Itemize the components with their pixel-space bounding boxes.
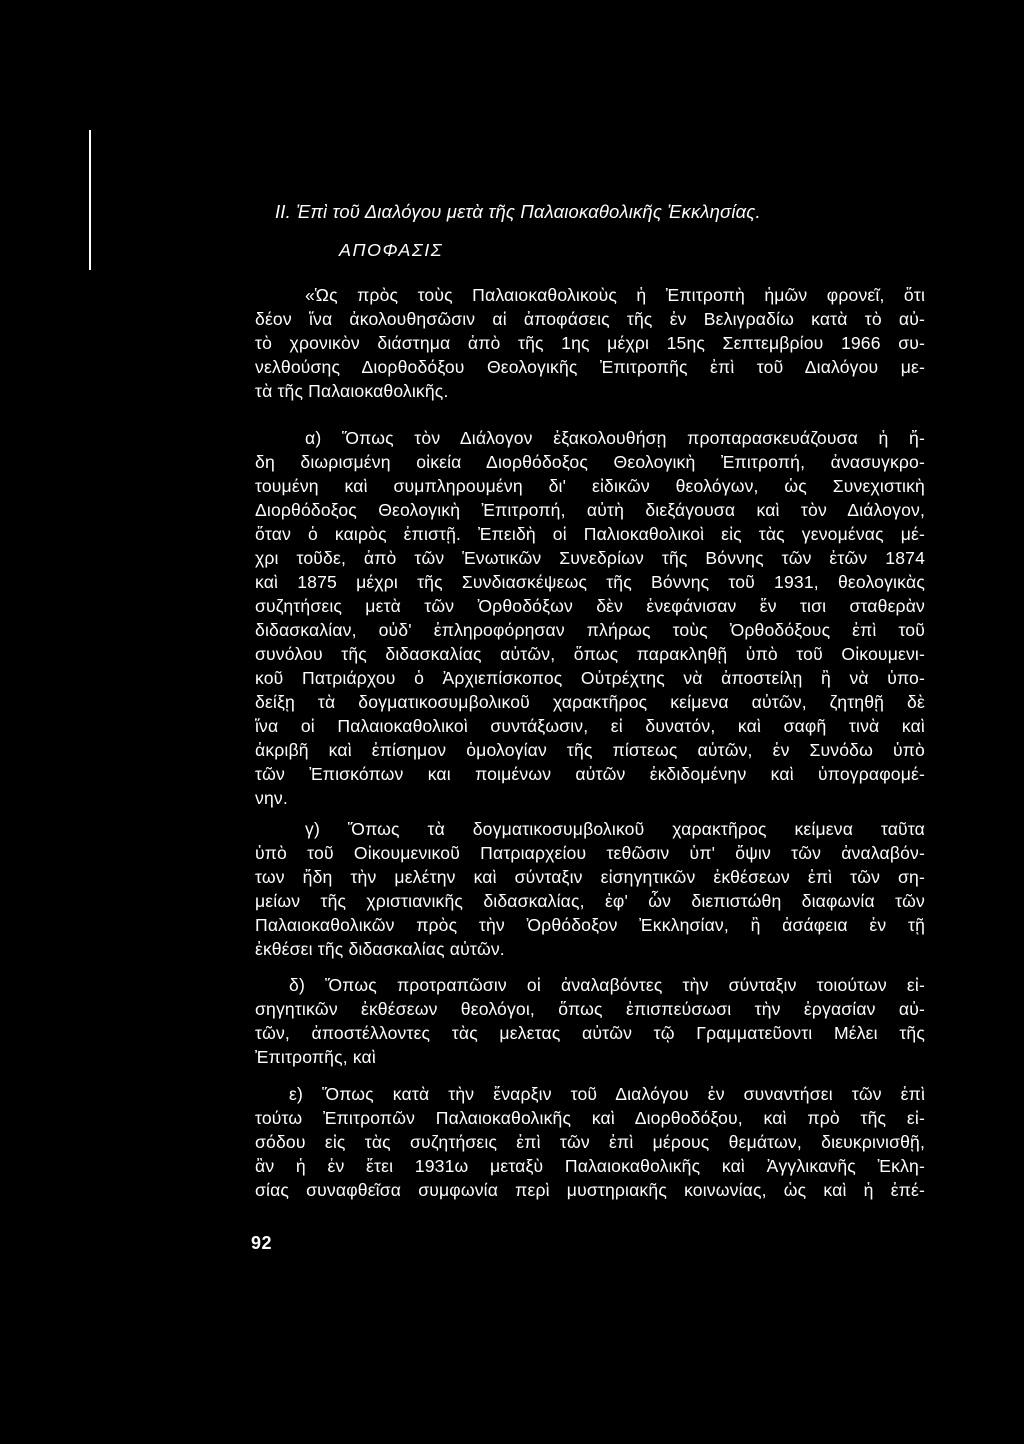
text-line: ἐκθέσει τῆς διδασκαλίας αὐτῶν. xyxy=(255,939,505,959)
text-line: Διορθόδοξος Θεολογικὴ Ἐπιτροπή, αὐτὴ διεξάγουσα καὶ τὸν Διάλογον, xyxy=(255,500,925,520)
text-line: ὅταν ὁ καιρὸς ἐπιστῇ. Ἐπειδὴ οἱ Παλιοκαθολικοὶ εἰς τὰς γενομένας μέ- xyxy=(255,524,925,544)
text-line: τὸ χρονικὸν διάστημα ἀπὸ τῆς 1ης μέχρι 15ης Σεπτεμβρίου 1966 συ- xyxy=(255,333,925,353)
text-line: νην. xyxy=(255,788,288,808)
text-line: κοῦ Πατριάρχου ὁ Ἀρχιεπίσκοπος Οὐτρέχτης νὰ ἀποστείλῃ ἢ νὰ ὑπο- xyxy=(255,668,925,688)
text-line: μείων τῆς χριστιανικῆς διδασκαλίας, ἐφ' ὧν διεπιστώθη διαφωνία τῶν xyxy=(255,891,925,911)
text-line: ὑπὸ τοῦ Οἰκουμενικοῦ Πατριαρχείου τεθῶσιν ὑπ' ὄψιν τῶν ἀναλαβόν- xyxy=(255,843,925,863)
text-line: καὶ 1875 μέχρι τῆς Συνδιασκέψεως τῆς Βόννης τοῦ 1931, θεολογικὰς xyxy=(255,572,925,592)
text-line: χρι τοῦδε, ἀπὸ τῶν Ἑνωτικῶν Συνεδρίων τῆς Βόννης τῶν ἐτῶν 1874 xyxy=(255,548,925,568)
text-line: γ) Ὅπως τὰ δογματικοσυμβολικοῦ χαρακτῆρος κείμενα ταῦτα xyxy=(305,819,925,839)
text-line: νελθούσης Διορθοδόξου Θεολογικῆς Ἐπιτροπῆς ἐπὶ τοῦ Διαλόγου με- xyxy=(255,357,925,377)
text-line: σίας συναφθεῖσα συμφωνία περὶ μυστηριακῆς κοινωνίας, ὡς καὶ ἡ ἐπέ- xyxy=(255,1180,925,1200)
text-line: διδασκαλίαν, οὐδ' ἐπληροφόρησαν πλήρως τοὺς Ὀρθοδόξους ἐπὶ τοῦ xyxy=(255,620,925,640)
decision-title: ΑΠΟΦΑΣΙΣ xyxy=(339,240,444,260)
text-line: δη διωρισμένη οἰκεία Διορθόδοξος Θεολογικὴ Ἐπιτροπή, ἀνασυγκρο- xyxy=(255,452,925,472)
text-line: δείξῃ τὰ δογματικοσυμβολικοῦ χαρακτῆρος κείμενα αὐτῶν, ζητηθῇ δὲ xyxy=(255,692,925,712)
text-line: τούτω Ἐπιτροπῶν Παλαιοκαθολικῆς καὶ Διορθοδόξου, καὶ πρὸ τῆς εἰ- xyxy=(255,1108,925,1128)
text-line: ε) Ὅπως κατὰ τὴν ἔναρξιν τοῦ Διαλόγου ἐν συναντήσει τῶν ἐπὶ xyxy=(289,1084,925,1104)
text-line: τῶν, ἀποστέλλοντες τὰς μελετας αὐτῶν τῷ Γραμματεῦοντι Μέλει τῆς xyxy=(255,1023,925,1043)
text-line: των ἤδη τὴν μελέτην καὶ σύνταξιν εἰσηγητικῶν ἐκθέσεων ἐπὶ τῶν ση- xyxy=(255,867,925,887)
text-line: σόδου εἰς τὰς συζητήσεις ἐπὶ τῶν ἐπὶ μέρους θεμάτων, διευκρινισθῇ, xyxy=(255,1132,925,1152)
page-number: 92 xyxy=(251,1233,273,1253)
text-line: Παλαιοκαθολικῶν πρὸς τὴν Ὀρθόδοξον Ἐκκλησίαν, ἢ ἀσάφεια ἐν τῇ xyxy=(255,915,925,935)
text-line: δ) Ὅπως προτραπῶσιν οἱ ἀναλαβόντες τὴν σύνταξιν τοιούτων εἰ- xyxy=(289,975,925,995)
text-line: ἂν ἡ ἐν ἔτει 1931ω μεταξὺ Παλαιοκαθολικῆς καὶ Ἀγγλικανῆς Ἐκλη- xyxy=(255,1156,925,1176)
text-line: συνόλου τῆς διδασκαλίας αὐτῶν, ὅπως παρακληθῇ ὑπὸ τοῦ Οἰκουμενι- xyxy=(255,644,925,664)
section-heading: ΙΙ. Ἐπὶ τοῦ Διαλόγου μετὰ τῆς Παλαιοκαθολικῆς Ἐκκλησίας. xyxy=(275,201,761,222)
text-line: σηγητικῶν ἐκθέσεων θεολόγοι, ὅπως ἐπισπεύσωσι τὴν ἐργασίαν αὐ- xyxy=(255,999,925,1019)
margin-rule-2 xyxy=(89,175,91,270)
text-line: ἀκριβῆ καὶ ἐπίσημον ὁμολογίαν τῆς πίστεως αὐτῶν, ἐν Συνόδω ὑπὸ xyxy=(255,740,925,760)
text-line: α) Ὅπως τὸν Διάλογον ἐξακολουθήσῃ προπαρασκευάζουσα ἡ ἤ- xyxy=(305,428,925,448)
text-line: «Ὡς πρὸς τοὺς Παλαιοκαθολικοὺς ἡ Ἐπιτροπὴ ἡμῶν φρονεῖ, ὅτι xyxy=(305,285,925,305)
text-line: δέον ἵνα ἀκολουθησῶσιν αἱ ἀποφάσεις τῆς ἐν Βελιγραδίω κατὰ τὸ αὐ- xyxy=(255,309,925,329)
text-line: ἵνα οἱ Παλαιοκαθολικοὶ συντάξωσιν, εἰ δυνατόν, καὶ σαφῆ τινὰ καὶ xyxy=(255,716,925,736)
text-line: τῶν Ἐπισκόπων και ποιμένων αὐτῶν ἐκδιδομένην καὶ ὑπογραφομέ- xyxy=(255,764,925,784)
text-line: Ἐπιτροπῆς, καὶ xyxy=(255,1047,376,1067)
text-line: τὰ τῆς Παλαιοκαθολικῆς. xyxy=(255,381,449,401)
text-line: συζητήσεις μετὰ τῶν Ὀρθοδόξων δὲν ἐνεφάνισαν ἕν τισι σταθερὰν xyxy=(255,596,925,616)
text-line: τουμένη καὶ συμπληρουμένη δι' εἰδικῶν θεολόγων, ὡς Συνεχιστικὴ xyxy=(255,476,925,496)
margin-rule-1 xyxy=(89,130,91,175)
